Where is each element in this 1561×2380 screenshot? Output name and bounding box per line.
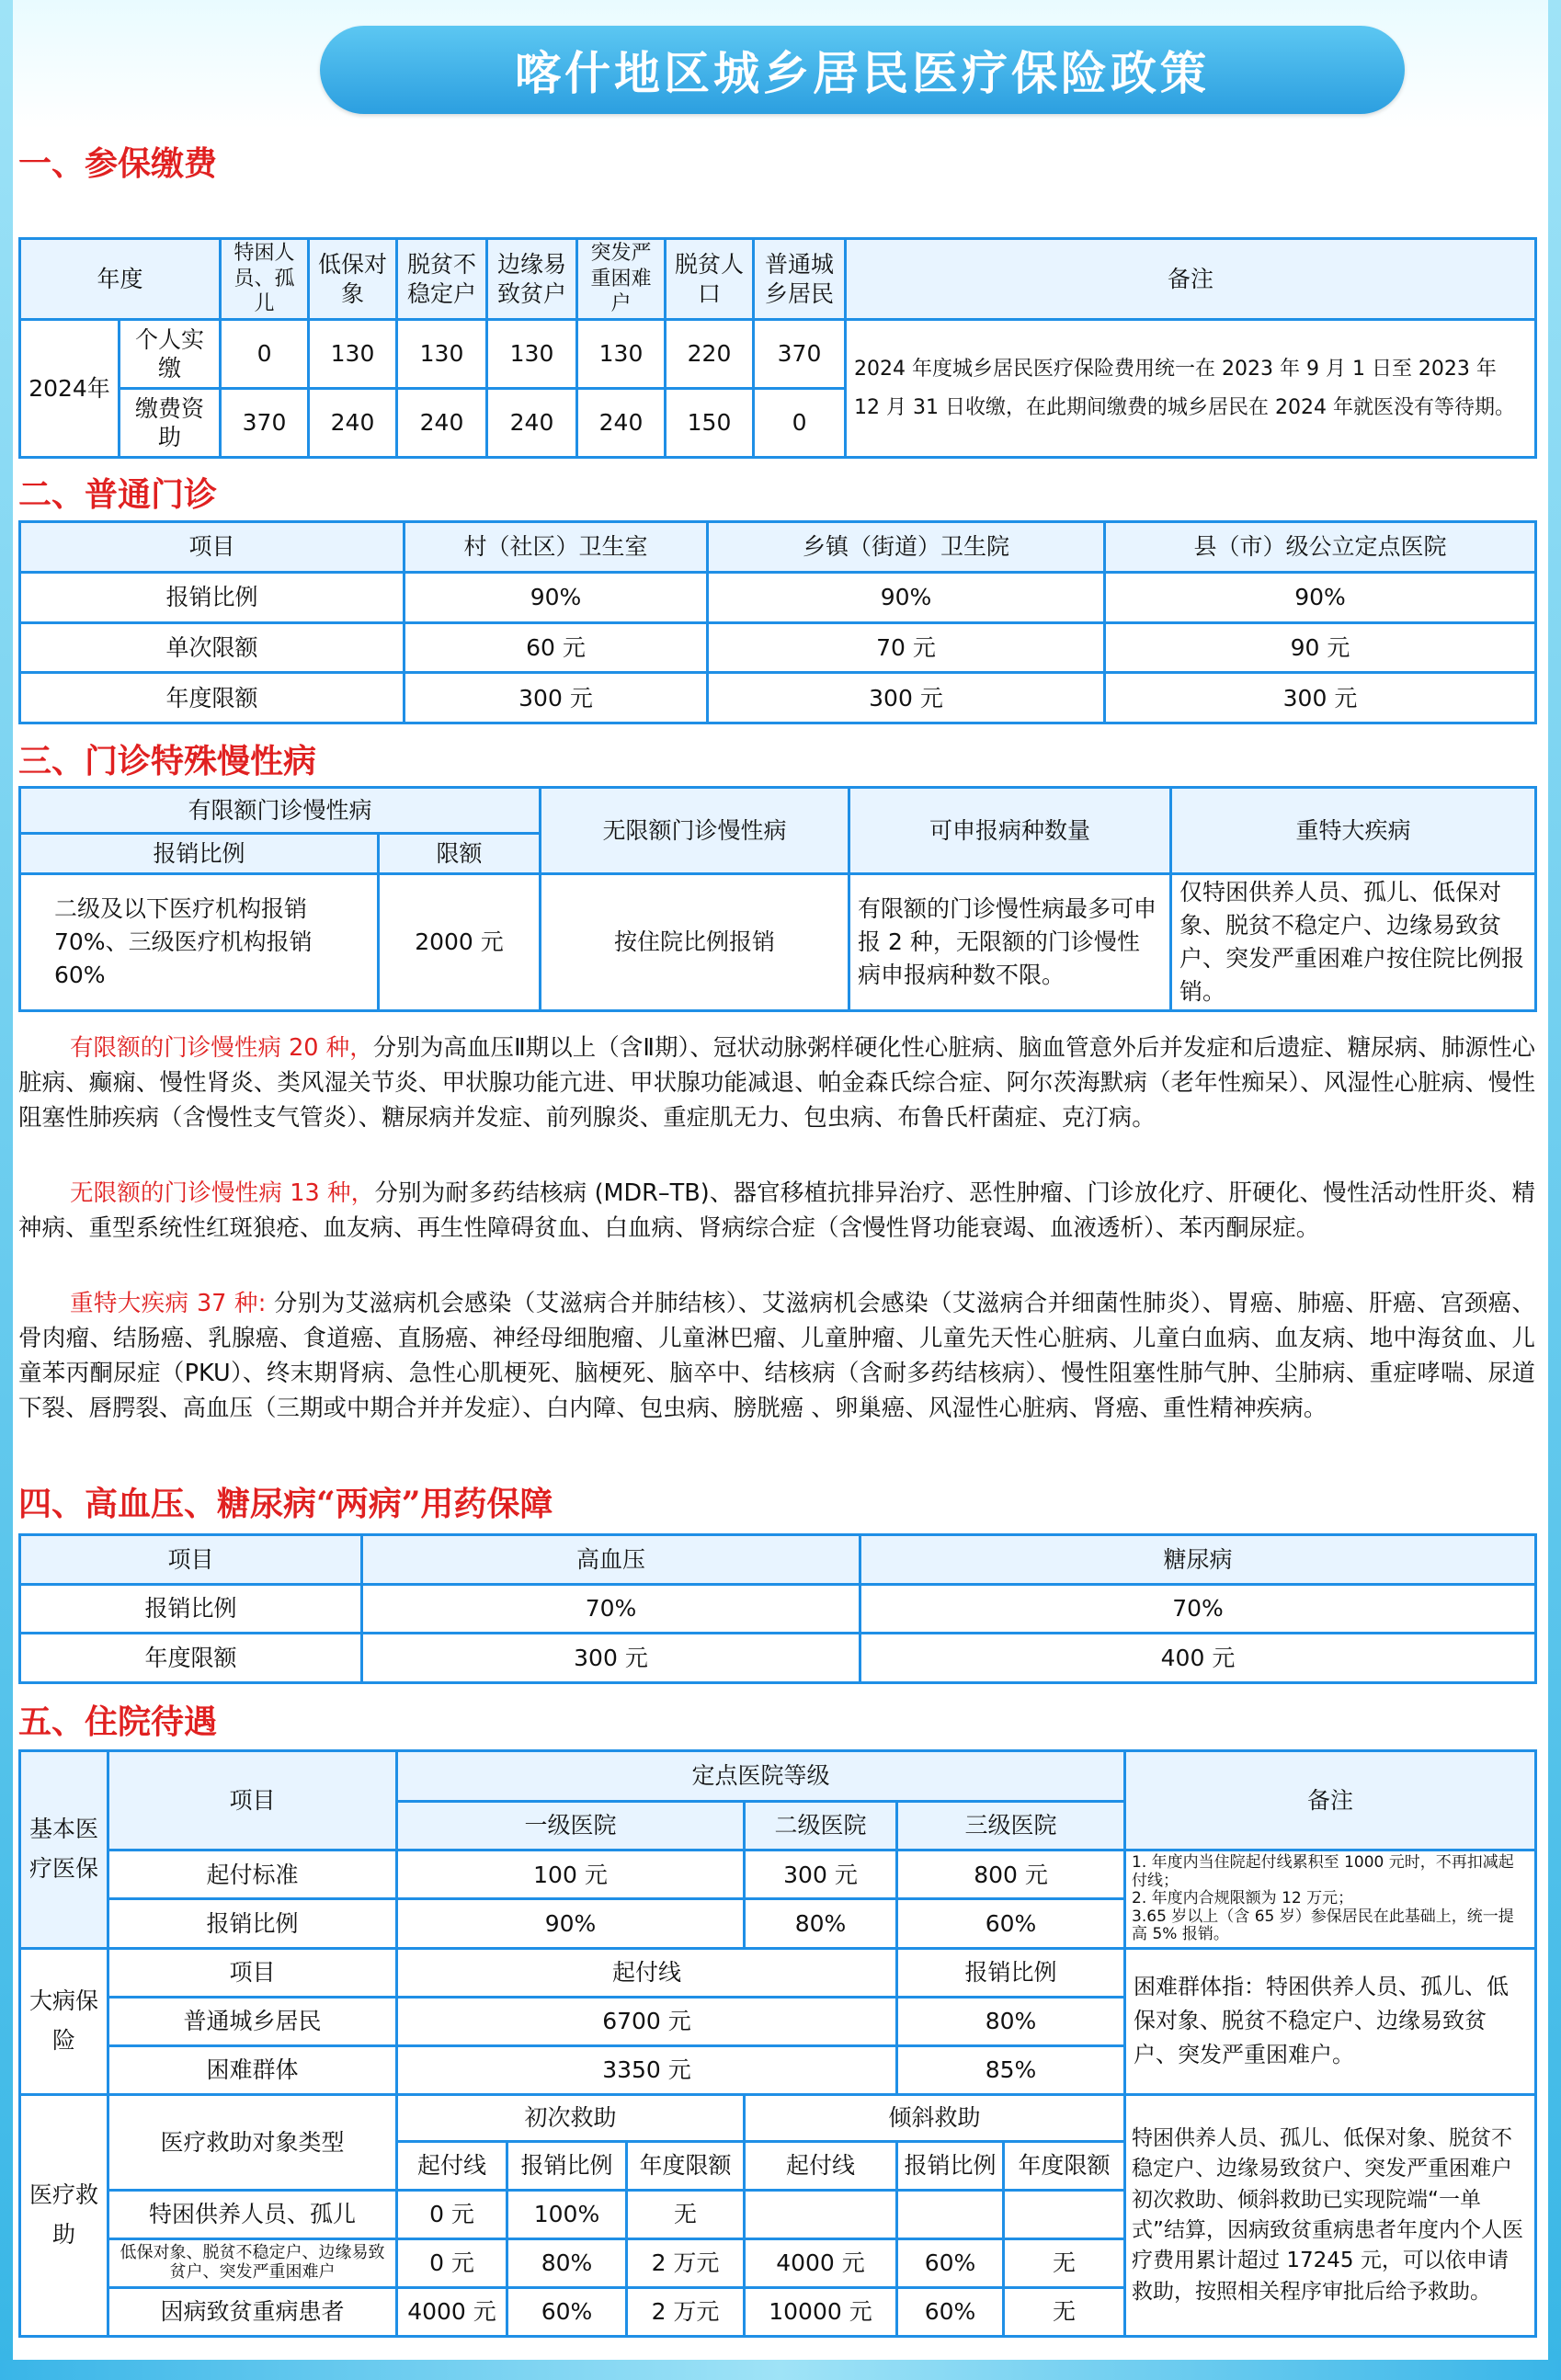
section-title-3: 三、门诊特殊慢性病	[18, 742, 317, 780]
table-cell: 0	[221, 320, 309, 389]
year-header: 年度	[20, 239, 221, 320]
sub-header: 年度限额	[1004, 2141, 1125, 2190]
year-cell: 2024年	[20, 320, 120, 458]
table-cell: 仅特困供养人员、孤儿、低保对象、脱贫不稳定户、边缘易致贫户、突发严重困难户按住院比例报销。	[1171, 874, 1536, 1011]
table-cell: 80%	[745, 1899, 897, 1948]
col-header: 脱贫不稳定户	[397, 239, 487, 320]
table-cell: 90%	[397, 1899, 745, 1948]
note-header: 备注	[846, 239, 1536, 320]
level-3-header: 三级医院	[897, 1802, 1125, 1850]
table-cell: 10000 元	[745, 2287, 897, 2336]
row-label: 困难群体	[108, 2045, 397, 2094]
col-header: 项目	[20, 1535, 362, 1585]
table-cell: 240	[487, 389, 577, 458]
table-cell: 400 元	[860, 1634, 1536, 1683]
table-cell: 100%	[507, 2190, 627, 2238]
row-label: 年度限额	[20, 673, 404, 723]
table-cell: 0 元	[397, 2190, 507, 2238]
col-header: 村（社区）卫生室	[404, 522, 708, 573]
table-cell: 60%	[897, 2287, 1004, 2336]
tilt-aid-header: 倾斜救助	[745, 2094, 1125, 2141]
table-cell: 70%	[362, 1584, 860, 1634]
table-cell: 无	[627, 2190, 745, 2238]
remark-header: 备注	[1125, 1751, 1536, 1850]
table-cell: 70%	[860, 1584, 1536, 1634]
section-title-1: 一、参保缴费	[18, 144, 218, 183]
table-cell: 220	[666, 320, 754, 389]
table-cell: 85%	[897, 2045, 1125, 2094]
sub-header: 起付线	[745, 2141, 897, 2190]
highlight-text: 有限额的门诊慢性病 20 种，	[70, 1034, 373, 1062]
table-cell: 60%	[507, 2287, 627, 2336]
paragraph-unlimited-chronic	[18, 1176, 1535, 1246]
right-border	[1548, 0, 1561, 2380]
row-label: 单次限额	[20, 622, 404, 673]
limit-header: 限额	[379, 834, 541, 874]
sub-header: 报销比例	[507, 2141, 627, 2190]
row-label: 普通城乡居民	[108, 1997, 397, 2045]
bottom-border	[0, 2360, 1561, 2380]
medical-aid-note: 特困供养人员、孤儿、低保对象、脱贫不稳定户、边缘易致贫户、突发严重困难户初次救助、倾斜救助已实现院端“一单式”结算，因病致贫重病患者年度内个人医疗费用累计超过 17245 元，可以依申请救助，按照相关程序审批后给予救助。	[1125, 2094, 1536, 2336]
table-cell: 300 元	[1105, 673, 1536, 723]
table-cell: 2 万元	[627, 2238, 745, 2287]
table-outpatient	[18, 520, 1537, 724]
section-title-5: 五、住院待遇	[18, 1702, 218, 1741]
table-cell: 0 元	[397, 2238, 507, 2287]
row-label: 报销比例	[20, 572, 404, 622]
highlight-text: 无限额的门诊慢性病 13 种，	[70, 1179, 375, 1207]
initial-aid-header: 初次救助	[397, 2094, 745, 2141]
row-label: 特困供养人员、孤儿	[108, 2190, 397, 2238]
table-cell: 80%	[897, 1997, 1125, 2045]
table-cell: 二级及以下医疗机构报销 70%、三级医疗机构报销 60%	[20, 874, 379, 1011]
col-header: 边缘易致贫户	[487, 239, 577, 320]
table-cell: 240	[309, 389, 397, 458]
table-cell: 300 元	[362, 1634, 860, 1683]
row-label: 低保对象、脱贫不稳定户、边缘易致贫户、突发严重困难户	[108, 2238, 397, 2287]
paragraph-limited-chronic	[18, 1031, 1535, 1135]
col-header: 乡镇（街道）卫生院	[708, 522, 1105, 573]
unlimited-chronic-header: 无限额门诊慢性病	[541, 788, 849, 874]
table-cell: 130	[577, 320, 666, 389]
count-header: 可申报病种数量	[849, 788, 1171, 874]
table-cell: 300 元	[745, 1850, 897, 1899]
col-header: 糖尿病	[860, 1535, 1536, 1585]
table-cell	[1004, 2190, 1125, 2238]
table-two-diseases	[18, 1533, 1537, 1684]
section-title-2: 二、普通门诊	[18, 475, 218, 514]
table-cell: 800 元	[897, 1850, 1125, 1899]
table-cell: 150	[666, 389, 754, 458]
hospital-level-header: 定点医院等级	[397, 1751, 1125, 1802]
row-label: 因病致贫重病患者	[108, 2287, 397, 2336]
basic-note: 1. 年度内当住院起付线累积至 1000 元时，不再扣减起付线； 2. 年度内合规限额为 12 万元； 3.65 岁以上（含 65 岁）参保居民在此基础上，统一提高 5% 报销。	[1125, 1850, 1536, 1949]
table-cell: 4000 元	[397, 2287, 507, 2336]
table-contribution	[18, 237, 1537, 459]
sub-header: 报销比例	[897, 2141, 1004, 2190]
page-title: 喀什地区城乡居民医疗保险政策	[515, 46, 1210, 100]
row-label: 年度限额	[20, 1634, 362, 1683]
table-chronic	[18, 786, 1537, 1012]
paragraph-text: 分别为艾滋病机会感染（艾滋病合并肺结核）、艾滋病机会感染（艾滋病合并细菌性肺炎）、胃癌、肺癌、肝癌、宫颈癌、骨肉瘤、结肠癌、乳腺癌、食道癌、直肠癌、神经母细胞瘤、儿童淋巴瘤、儿童肿瘤、儿童先天性心脏病、儿童白血病、血友病、地中海贫血、儿童苯丙酮尿症（PKU）、终末期肾病、急性心肌梗死、脑梗死、脑卒中、结核病（含耐多药结核病）、慢性阻塞性肺气肿、尘肺病、重症哮喘、尿道下裂、唇腭裂、高血压（三期或中期合并并发症）、白内障、包虫病、膀胱癌 、卵巢癌、风湿性心脏病、肾癌、重性精神疾病。	[18, 1290, 1535, 1422]
paragraph-text: 分别为耐多药结核病 (MDR–TB)、器官移植抗排异治疗、恶性肿瘤、门诊放化疗、肝硬化、慢性活动性肝炎、精神病、重型系统性红斑狼疮、血友病、再生性障碍贫血、白血病、肾病综合症（含慢性肾功能衰竭、血液透析）、苯丙酮尿症。	[18, 1179, 1535, 1242]
table-cell: 300 元	[404, 673, 708, 723]
ratio-header: 报销比例	[897, 1948, 1125, 1997]
paragraph-text: 分别为高血压Ⅱ期以上（含Ⅱ期）、冠状动脉粥样硬化性心脏病、脑血管意外后并发症和后遗症、糖尿病、肺源性心脏病、癫痫、慢性肾炎、类风湿关节炎、甲状腺功能亢进、甲状腺功能减退、帕金森氏综合症、阿尔茨海默病（老年性痴呆）、风湿性心脏病、慢性阻塞性肺疾病（含慢性支气管炎）、糖尿病并发症、前列腺炎、重症肌无力、包虫病、布鲁氏杆菌症、克汀病。	[18, 1034, 1535, 1132]
table-hospitalization	[18, 1749, 1537, 2338]
ratio-header: 报销比例	[20, 834, 379, 874]
table-cell: 60%	[897, 2238, 1004, 2287]
table-cell: 0	[754, 389, 846, 458]
col-header: 低保对象	[309, 239, 397, 320]
table-cell: 无	[1004, 2238, 1125, 2287]
item-header: 项目	[108, 1751, 397, 1850]
col-header: 县（市）级公立定点医院	[1105, 522, 1536, 573]
row-label: 起付标准	[108, 1850, 397, 1899]
table-cell: 100 元	[397, 1850, 745, 1899]
row-label: 报销比例	[20, 1584, 362, 1634]
medical-aid-label: 医疗救助	[20, 2094, 108, 2336]
table-cell: 无	[1004, 2287, 1125, 2336]
table-cell: 60%	[897, 1899, 1125, 1948]
title-banner	[320, 26, 1405, 114]
table-cell	[897, 2190, 1004, 2238]
table-cell: 240	[577, 389, 666, 458]
limited-chronic-header: 有限额门诊慢性病	[20, 788, 541, 834]
col-header: 项目	[20, 522, 404, 573]
table-cell: 60 元	[404, 622, 708, 673]
table-cell: 130	[309, 320, 397, 389]
col-header: 特困人员、孤儿	[221, 239, 309, 320]
level-1-header: 一级医院	[397, 1802, 745, 1850]
col-header: 突发严重困难户	[577, 239, 666, 320]
table-cell: 240	[397, 389, 487, 458]
major-disease-header: 重特大疾病	[1171, 788, 1536, 874]
table-cell: 370	[754, 320, 846, 389]
highlight-text: 重特大疾病 37 种:	[70, 1290, 267, 1317]
table-cell: 130	[487, 320, 577, 389]
table-cell: 300 元	[708, 673, 1105, 723]
level-2-header: 二级医院	[745, 1802, 897, 1850]
left-border	[0, 0, 13, 2380]
table-cell: 按住院比例报销	[541, 874, 849, 1011]
aid-type-header: 医疗救助对象类型	[108, 2094, 397, 2190]
table-cell: 370	[221, 389, 309, 458]
sub-header: 起付线	[397, 2141, 507, 2190]
section-title-4: 四、高血压、糖尿病“两病”用药保障	[18, 1485, 553, 1523]
table-cell: 90 元	[1105, 622, 1536, 673]
table-cell: 90%	[404, 572, 708, 622]
table-cell: 6700 元	[397, 1997, 897, 2045]
major-insurance-label: 大病保险	[20, 1948, 108, 2094]
table-cell: 有限额的门诊慢性病最多可申报 2 种，无限额的门诊慢性病申报病种数不限。	[849, 874, 1171, 1011]
row-label: 报销比例	[108, 1899, 397, 1948]
table-cell: 4000 元	[745, 2238, 897, 2287]
table-cell: 90%	[1105, 572, 1536, 622]
table-cell: 70 元	[708, 622, 1105, 673]
table-cell: 3350 元	[397, 2045, 897, 2094]
table-cell: 80%	[507, 2238, 627, 2287]
table-cell	[745, 2190, 897, 2238]
threshold-header: 起付线	[397, 1948, 897, 1997]
sub-header: 年度限额	[627, 2141, 745, 2190]
row-label: 个人实缴	[120, 320, 221, 389]
basic-insurance-label: 基本医疗医保	[20, 1751, 108, 1949]
row-label: 缴费资助	[120, 389, 221, 458]
table-cell: 2 万元	[627, 2287, 745, 2336]
paragraph-major-disease	[18, 1286, 1535, 1426]
table-cell: 130	[397, 320, 487, 389]
table-cell: 2000 元	[379, 874, 541, 1011]
table-cell: 90%	[708, 572, 1105, 622]
col-header: 高血压	[362, 1535, 860, 1585]
col-header: 脱贫人口	[666, 239, 754, 320]
contribution-note: 2024 年度城乡居民医疗保险费用统一在 2023 年 9 月 1 日至 2023 年 12 月 31 日收缴，在此期间缴费的城乡居民在 2024 年就医没有等待期。	[846, 320, 1536, 458]
col-header: 普通城乡居民	[754, 239, 846, 320]
item-header: 项目	[108, 1948, 397, 1997]
major-insurance-note: 困难群体指：特困供养人员、孤儿、低保对象、脱贫不稳定户、边缘易致贫户、突发严重困难户。	[1125, 1948, 1536, 2094]
